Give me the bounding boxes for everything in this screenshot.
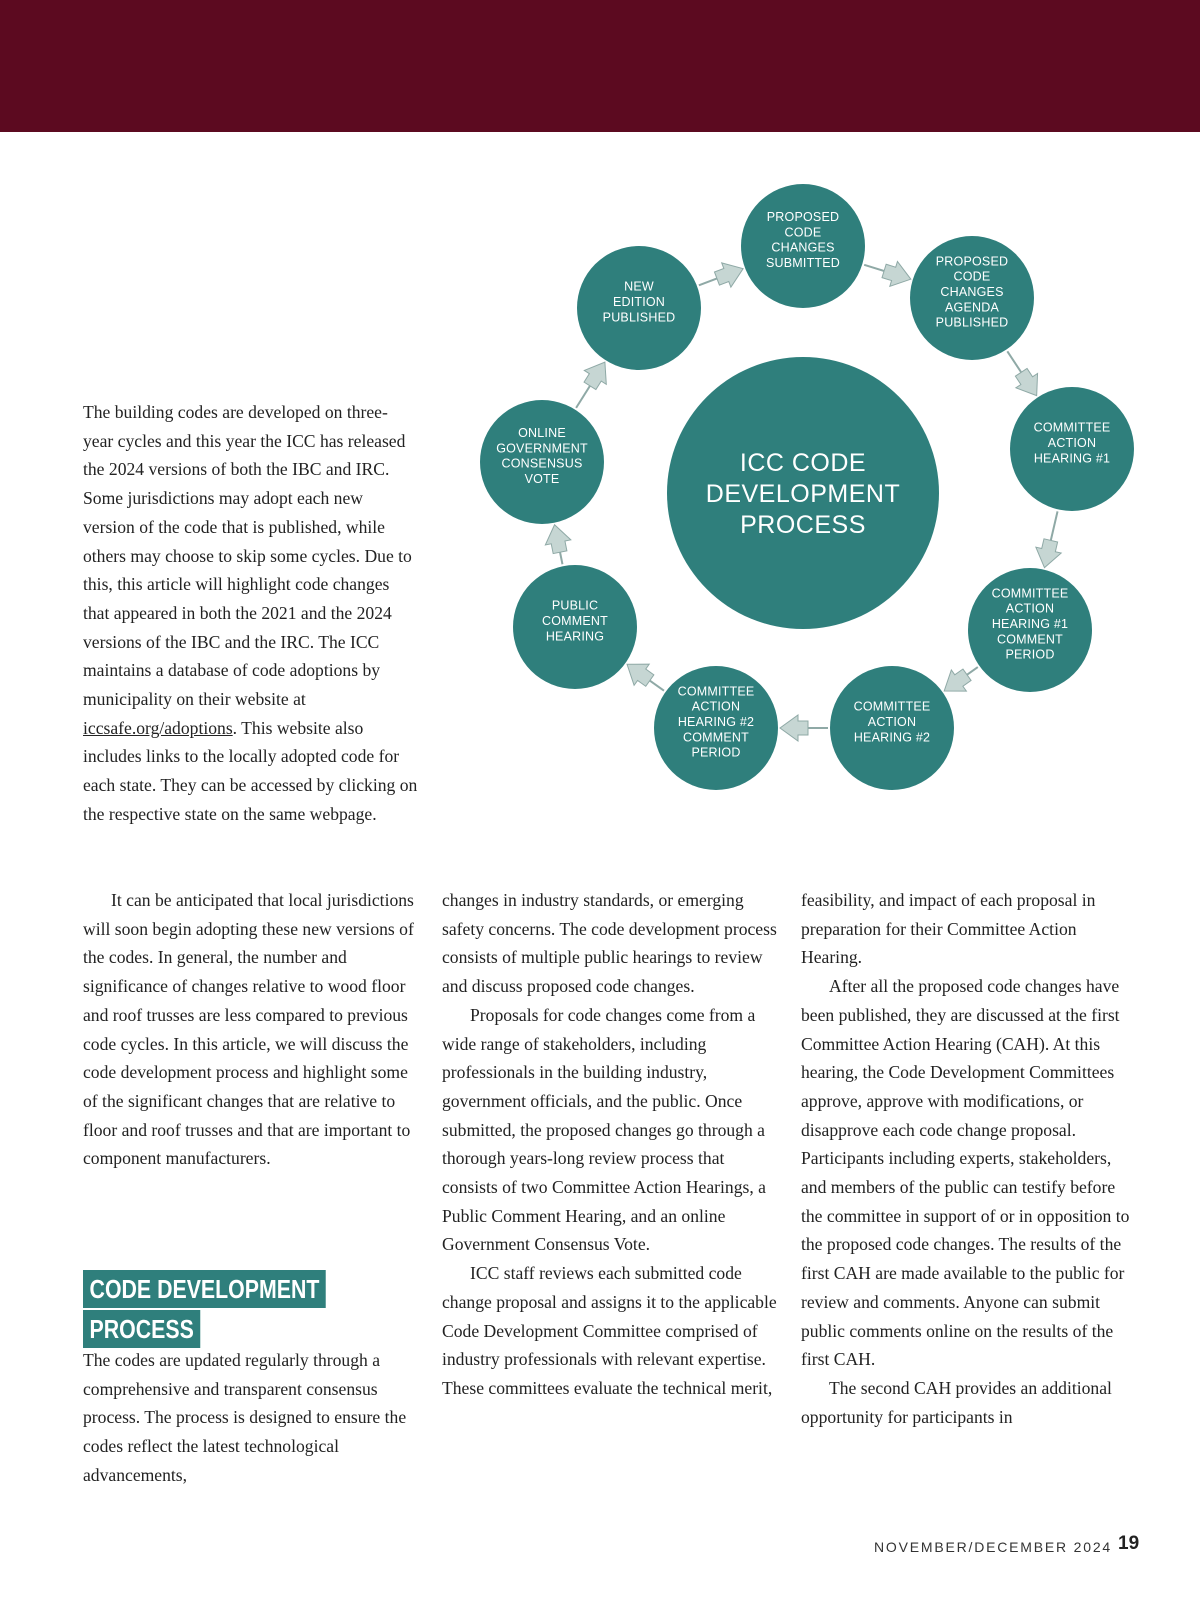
intro-paragraph: The building codes are developed on three-year cycles and this year the ICC has released the 2024 versions of both the IBC and IRC. Some jurisdictions may adopt each new version of the code that is published, while others may choose to skip some cycles. Due to this, this article will highlight code changes that appeared in both the 2021 and the 2024 versions of the IBC and the IRC. The ICC maintains a database of code adoptions by municipality on their website at iccsafe.org/adoptions. This website also includes links to the locally adopted code for each state. They can be accessed by clicking on the respective state on the same webpage. [83,402,418,824]
col3-paragraph-1: feasibility, and impact of each proposal in preparation for their Committee Action Hearing. [801,890,1096,968]
anticipation-paragraph: It can be anticipated that local jurisdictions will soon begin adopting these new versions of the codes. In general, the number and significance of changes relative to wood floor and roof trusses are less compared to previous code cycles. In this article, we will discuss the code development process and highlight some of the significant changes that are relative to floor and roof trusses and that are important to component manufacturers. [83,890,414,1169]
issue-date: NOVEMBER/DECEMBER 2024 [874,1539,1112,1555]
process-step-label-line: COMMITTEE [677,684,755,699]
process-step-label-line: ACTION [867,715,917,729]
process-step-label-line: CODE [784,225,822,240]
process-step-label-line: VOTE [524,471,560,486]
article-column-3 [801,886,1141,1431]
process-step-label-line: CHANGES [771,240,835,255]
flow-arrow [780,715,828,741]
process-step-label-line: HEARING #2 [677,715,755,729]
process-step-label-line: HEARING #2 [853,730,931,745]
process-step-label-line: PERIOD [691,745,741,760]
col2-paragraph-1: changes in industry standards, or emerging safety concerns. The code development process consists of multiple public hearings to review and discuss proposed code changes. [442,890,777,997]
article-column-1-top [83,398,418,829]
process-step-label-line: HEARING #1 [1033,451,1111,466]
process-step-label-line: HEARING [545,629,605,644]
flow-arrow [996,344,1047,403]
adoptions-link[interactable]: iccsafe.org/adoptions [83,717,233,738]
article-column-2 [442,886,782,1403]
flow-arrow [860,252,914,291]
process-step-label-line: HEARING #1 [991,617,1069,631]
process-step-label-line: PUBLISHED [935,315,1009,330]
process-step-label-line: GOVERNMENT [496,441,588,456]
process-step-label-line: ACTION [1005,601,1055,616]
section-heading-line-2: PROCESS [83,1310,200,1348]
process-step-label-line: PROPOSED [766,210,840,225]
col3-paragraph-2: After all the proposed code changes have been published, they are discussed at the first Committee Action Hearing (CAH). At this hearing, the Code Development Committees approve, approve with modifications, or disapprove each code change proposal. Participants including experts, stakeholders, and members of the public can testify before the committee in support of or in opposition to the proposed code changes. The results of the first CAH are made available to the public for review and comments. Anyone can submit public comments online on the results of the first CAH. [801,976,1130,1370]
process-step-label-line: AGENDA [945,300,999,315]
col2-paragraph-2: Proposals for code changes come from a wide range of stakeholders, including professionals in the building industry, government officials, and the public. Once submitted, the proposed changes go through a thorough years-long review process that consists of two Committee Action Hearings, a Public Comment Hearing, and an online Government Consensus Vote. [442,1004,766,1255]
article-column-1-middle [83,886,423,1173]
col2-paragraph-3: ICC staff reviews each submitted code change proposal and assigns it to the applicable Code Development Committee comprised of industry professionals with relevant expertise. These committees evaluate the technical merit, [442,1263,777,1398]
flow-arrow [619,654,671,702]
flow-arrow [565,355,616,415]
process-step-label-line: EDITION [612,295,666,309]
process-step-label-line: ONLINE [518,426,566,441]
process-step-label-line: ACTION [691,699,741,714]
section-heading [83,1270,362,1350]
process-step-label-line: ACTION [1047,436,1097,450]
process-step-label-line: PROPOSED [935,254,1009,269]
page-number: 19 [1118,1533,1140,1554]
process-step-label-line: SUBMITTED [765,255,841,270]
article-column-1-bottom [83,1346,423,1490]
center-label-line: PROCESS [740,511,866,539]
col3-paragraph-3: The second CAH provides an additional opportunity for participants in [801,1377,1112,1427]
process-step-label-line: CHANGES [940,285,1004,299]
process-step-label-line: PUBLISHED [602,310,676,325]
process-step-label-line: NEW [624,279,654,294]
flow-arrow [542,522,575,567]
codes-updated-paragraph: The codes are updated regularly through a comprehensive and transparent consensus process. The process is designed to ensure the codes reflect the latest technological advancements, [83,1350,407,1485]
process-step-label-line: COMMENT [683,730,749,745]
process-step-label-line: COMMITTEE [1033,420,1111,435]
flow-arrow [694,256,747,297]
section-heading-line-1: CODE DEVELOPMENT [83,1270,326,1308]
process-step-label-line: COMMENT [542,614,608,628]
process-step-label-line: CODE [953,269,991,284]
process-step-label-line: COMMITTEE [991,586,1069,601]
center-label-line: DEVELOPMENT [705,480,901,508]
process-step-label-line: CONSENSUS [501,456,583,471]
process-step-label-line: PUBLIC [551,598,599,613]
process-step-label-line: PERIOD [1005,647,1055,662]
process-step-label-line: COMMENT [997,632,1063,647]
flow-arrow [1032,508,1070,570]
center-label-line: ICC CODE [739,449,867,477]
process-step-label-line: COMMITTEE [853,699,931,714]
